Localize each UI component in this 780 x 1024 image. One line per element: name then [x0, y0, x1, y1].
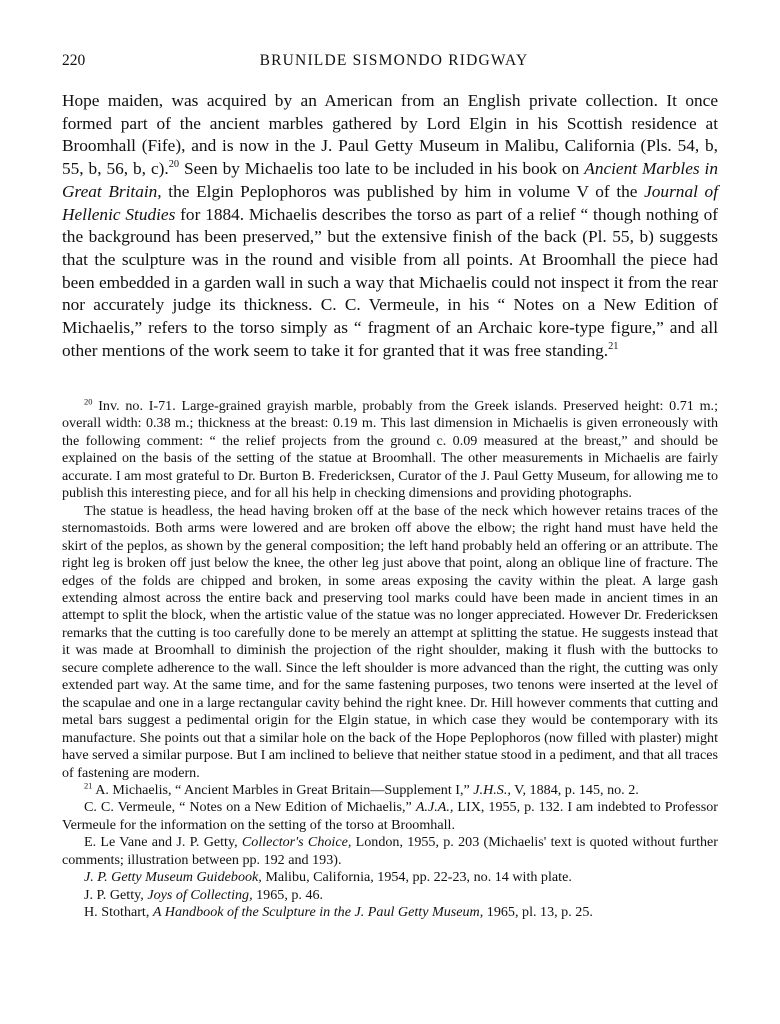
citation-title: A.J.A.,	[415, 799, 454, 816]
footnote-ref-21: 21	[608, 340, 619, 352]
footnote-text: E. Le Vane and J. P. Getty,	[84, 834, 242, 851]
footnote-text: Malibu, California, 1954, pp. 22-23, no. 14 with plate.	[261, 869, 572, 886]
page-number: 220	[62, 52, 86, 69]
footnote-mark-21: 21	[84, 780, 93, 791]
footnote-21-citation	[62, 887, 718, 904]
footnote-mark-20: 20	[84, 396, 93, 407]
footnote-text: H. Stothart,	[84, 904, 153, 921]
citation-title: A Handbook of the Sculpture in the J. Paul Getty Museum,	[152, 904, 484, 921]
footnote-21	[62, 782, 718, 799]
body-text: Hope maiden, was acquired by an American from an English private collection. It once formed part of the ancient marbles gathered by Lord Elgin in his Scottish residence at Broomhall (Fife), and is now in the J. Paul Getty Museum in Malibu, California (Pls. 54, b, 55, b, 56, b, c).	[62, 91, 718, 179]
footnote-21-citation	[62, 799, 718, 834]
citation-title: J.H.S.,	[473, 781, 511, 798]
main-text	[62, 90, 718, 362]
footnote-text: 1965, p. 46.	[252, 886, 324, 903]
body-paragraph	[62, 90, 718, 362]
footnote-text: J. P. Getty,	[84, 886, 148, 903]
footnote-21-citation	[62, 834, 718, 869]
page-header	[62, 52, 726, 76]
footnote-21-citation	[62, 869, 718, 886]
footnote-21-citation	[62, 904, 718, 921]
footnote-text: Inv. no. I-71. Large-grained grayish marble, probably from the Greek islands. Preserved height: 0.71 m.; overall width: 0.38 m.; thickness at the breast: 0.19 m. This last dimension in Michaelis is given erroneously with the following comment: “ the relief projects from the ground c. 0.09 measured at the breast,” and should be explained on the basis of the setting of the statue at Broomhall. The other measurements in Michaelis are fairly accurate. I am most grateful to Dr. Burton B. Fredericksen, Curator of the J. Paul Getty Museum, for allowing me to publish this interesting piece, and for all his help in checking dimensions and providing photographs.	[62, 398, 718, 502]
book-title: Ancient Marbles in Great Britain,	[62, 159, 719, 201]
footnote-text: 1965, pl. 13, p. 25.	[483, 904, 593, 921]
footnote-text: London, 1955, p. 203 (Michaelis' text is quoted without further comments; illustration between pp. 192 and 193).	[62, 834, 718, 868]
footnote-text: LIX, 1955, p. 132. I am indebted to Professor Vermeule for the information on the setting of the torso at Broomhall.	[62, 799, 718, 833]
citation-title: Joys of Collecting,	[147, 886, 253, 903]
footnote-text: V, 1884, p. 145, no. 2.	[510, 781, 639, 798]
footnote-ref-20: 20	[168, 159, 180, 171]
footnote-20-continued: The statue is headless, the head having broken off at the base of the neck which however retains traces of the sternomastoids. Both arms were lowered and are broken off above the elbow; the right hand must have held the skirt of the peplos, as shown by the general composition; the left hand probably held an offering or an attribute. The right leg is broken off just below the knee, the other leg just above that point, along an oblique line of fracture. The edges of the folds are chipped and broken, in some areas exposing the cavity within the pleat. A large gash extending almost across the entire back and preserving tool marks could have been made in ancient times in an attempt to split the block, when the artistic value of the statue was no longer appreciated. However Dr. Fredericksen remarks that the cutting is too carefully done to be merely an attempt at splitting the statue. He suggests instead that it was made at Broomhall to diminish the projection of the right shoulder, making it flush with the buttocks to secure complete adherence to the wall. Since the left shoulder is more advanced than the right, the cutting was only extended part way. At the same time, and for the same fastening purposes, two tenons were inserted at the level of the scapulae and one in a large rectangular cavity behind the right knee. Dr. Hill however comments that cutting and metal bars suggest a pedimental origin for the Elgin statue, in which case they would be contemporary with its manufacture. She points out that a similar hole on the back of the Hope Peplophoros (now filled with plaster) might have served a similar purpose. But I am inclined to believe that neither statue stood in a pediment, and that all traces of fastening are modern.	[62, 502, 718, 781]
journal-title: Journal of Hellenic Studies	[62, 181, 718, 224]
body-text: the Elgin Peplophoros was published by him in volume V of the	[161, 181, 645, 201]
footnotes	[62, 398, 718, 922]
footnote-text: A. Michaelis, “ Ancient Marbles in Great Britain—Supplement I,”	[92, 781, 474, 798]
footnote-text: C. C. Vermeule, “ Notes on a New Edition of Michaelis,”	[84, 799, 416, 816]
body-text: for 1884. Michaelis describes the torso as part of a relief “ though nothing of the background has been preserved,” but the extensive finish of the back (Pl. 55, b) suggests that the sculpture was in the round and visible from all points. At Broomhall the piece had been embedded in a garden wall in such a way that Michaelis could not inspect it from the rear nor accurately judge its thickness. C. C. Vermeule, in his “ Notes on a New Edition of Michaelis,” refers to the torso simply as “ fragment of an Archaic kore-type figure,” and all other mentions of the work seem to take it for granted that it was free standing.	[62, 204, 718, 360]
citation-title: J. P. Getty Museum Guidebook,	[84, 869, 262, 886]
running-head: BRUNILDE SISMONDO RIDGWAY	[259, 52, 529, 69]
body-text: Seen by Michaelis too late to be included in his book on	[179, 159, 585, 179]
citation-title: Collector's Choice,	[241, 834, 352, 851]
footnote-20	[62, 398, 718, 503]
